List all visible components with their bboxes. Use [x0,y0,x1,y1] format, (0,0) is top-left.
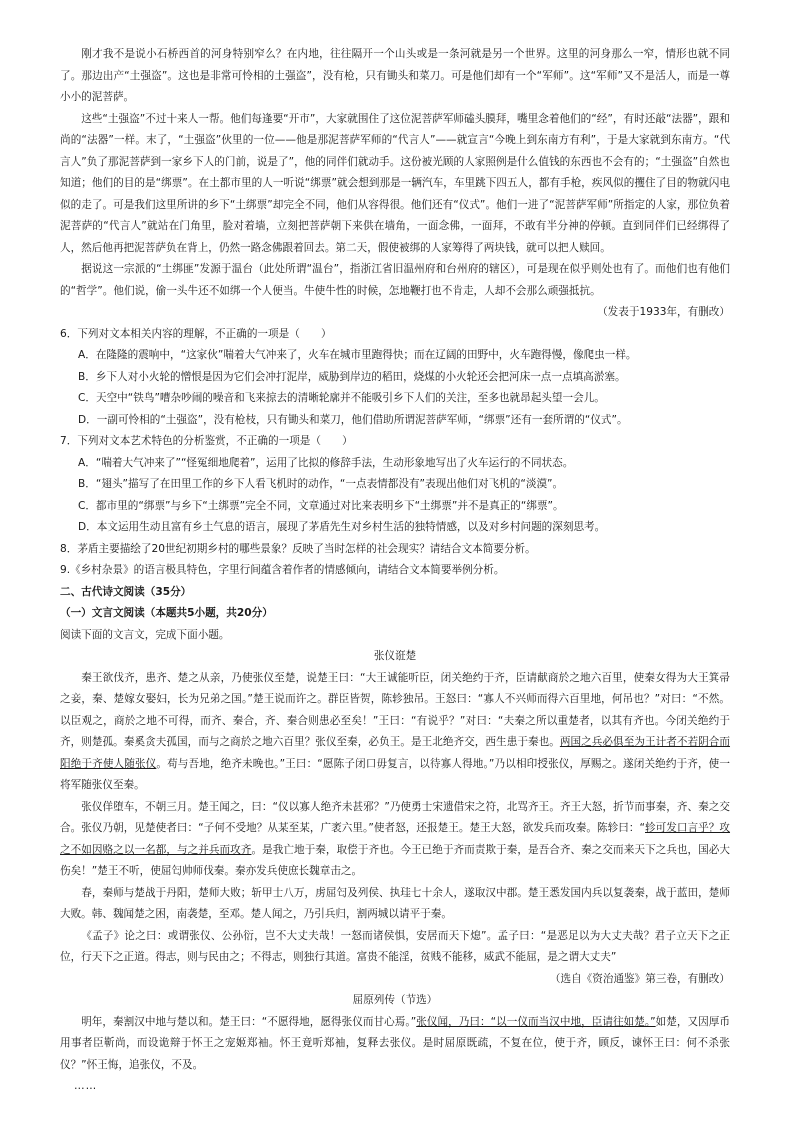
question-7-option-c: C．都市里的“绑票”与乡下“土绑票”完全不同，文章通过对比来表明乡下“土绑票”并不是真正的“绑票”。 [78,499,564,512]
classical-paragraph [60,1012,730,1077]
ellipsis: …… [74,1080,98,1092]
passage-source: （发表于1933年，有删改） [597,306,730,318]
classical-text-2-title: 屈原列传（节选） [352,994,438,1006]
question-8: 8．茅盾主要描绘了20世纪初期乡村的哪些景象？反映了当时怎样的社会现实？请结合文本简要分析。 [60,542,536,555]
section-header: 二、古代诗文阅读（35分） [60,585,192,598]
section-instruction: 阅读下面的文言文，完成下面小题。 [60,628,230,641]
passage-paragraph: 这些“土强盗”不过十来人一帮。他们每逢要“开市”，大家就围住了这位泥菩萨军师磕头膜拜，嘴里念着他们的“经”，有时还敲“法器”，跟和尚的“法器”一样。末了，“土强盗”伙里的一位——他是那泥菩萨军师的“代言人”——就宣言“今晚上到东南方有利”，于是大家就到东南方。“代言人”负了那泥菩萨到一家乡下人的门前，说是了”，他的同伴们就动手。这份被光顾的人家照例是什么值钱的东西也不会有的；“土强盗”自然也知道；他们的目的是“绑票”。在土都市里的人一听说“绑票”就会想到那是一辆汽车，车里跳下四五人，都有手枪，疾风似的攫住了目的物就闪电似的走了。可是我们这里所讲的乡下“土绑票”却完全不同，他们从容得很。他们还有“仪式”。他们一进了“泥菩萨军师”所指定的人家，那位负着泥菩萨的“代言人”就站在门角里，脸对着墙，立刻把菩萨朝下来供在墙角，一面念佛，一面拜，不敢有半分神的停顿。直到同伴们已经绑得了人，然后他再把泥菩萨负在背上，仍然一路念佛跟着回去。第二天，假使被绑的人家筹得了两块钱，就可以把人赎回。 [60,112,730,254]
classical-text: 如楚，又因厚币用事者臣靳尚，而设诡辩于怀王之宠姬郑袖。怀王竟听郑袖，复释去张仪。是时屈原既疏，不复在位，使于齐，顾反，谏怀王曰：何不杀张仪？”怀王悔，追张仪，不及。 [60,1015,730,1071]
classical-text: 明年，秦割汉中地与楚以和。楚王曰：“不愿得地，愿得张仪而甘心焉。” [81,1015,417,1028]
question-7-stem: 7．下列对文本艺术特色的分析鉴赏，不正确的一项是（ ） [60,435,353,447]
question-7-option-d: D．本文运用生动且富有乡土气息的语言，展现了茅盾先生对乡村生活的独特情感，以及对乡村问题的深刻思考。 [78,521,606,533]
classical-paragraph [60,668,730,797]
classical-text: 。是我亡地于秦，取偿于齐也。今王已绝于齐而责欺于秦，是吾合齐、秦之交而来天下之兵也，国必大伤矣！”楚王不听，使屈匄帅师伐秦。秦亦发兵使庶长魏章击之。 [60,843,731,877]
passage-paragraph: 据说这一宗派的“土绑匪”发源于温台（此处所谓“温台”，指浙江省旧温州府和台州府的辖区），可是现在似乎则处也有了。而他们也有他们的“哲学”。他们说，偷一头牛还不如绑一个人便当。牛使牛性的时候，怎地鞭打也不肯走，人却不会那么顽强抵抗。 [60,263,730,297]
classical-text: 张仪佯堕车，不朝三月。楚王闻之，曰：“仪以寡人绝齐未甚邪？”乃使勇士宋遗借宋之符，北骂齐王。齐王大怒，折节而事秦，齐、秦之交合。张仪乃朝，见楚使者曰：“子何不受地？从某至某，广袤六里。”使者怒，还报楚王。楚王大怒，欲发兵而攻秦。陈轸曰：“ [60,800,730,834]
question-6-option-c: C．天空中“铁鸟”嘈杂吵闹的噪音和飞来掠去的清晰轮廓并不能吸引乡下人们的关注，至多也就昂起头望一会儿。 [78,392,605,404]
classical-source: （选自《资治通鉴》第三卷，有删改） [549,972,730,985]
classical-paragraph: 《孟子》论之曰：或谓张仪、公孙衍，岂不大丈夫哉！一怒而诸侯惧，安居而天下熄”。孟子曰：“是恶足以为大丈夫哉？君子立天下之正位，行天下之正道。得志，则与民由之；不得志，则独行其道。富贵不能淫，贫贱不能移，威武不能屈，是之谓大丈夫” [60,929,730,963]
question-6-option-b: B．乡下人对小火轮的憎恨是因为它们会冲打泥岸，威胁到岸边的稻田，烧煤的小火轮还会把河床一点一点填高淤塞。 [78,370,626,383]
question-6-stem: 6．下列对文本相关内容的理解，不正确的一项是（ ） [60,327,332,340]
classical-text: 秦王欲伐齐，患齐、楚之从亲，乃使张仪至楚，说楚王曰：“大王诚能听臣，闭关绝约于齐，臣请献商於之地六百里，使秦女得为大王箕帚之妾，秦、楚嫁女娶妇，长为兄弟之国。”楚王说而许之。群臣皆贺，陈轸独吊。王怒曰：“寡人不兴师而得六百里地，何吊也？”对曰：“不然。以臣观之，商於之地不可得，而齐、秦合，齐、秦合则患必至矣！”王曰：“有说乎？”对曰：“夫秦之所以重楚者，以其有齐也。今闭关绝约于齐，则楚孤。秦奚贪夫孤国，而与之商於之地六百里？张仪至秦，必负王。是王北绝齐交，西生患于秦也。 [60,671,730,748]
underlined-sentence: 两国之兵必俱至为王计者不若阴合而阳绝于齐使人随张仪 [60,736,731,770]
question-6-option-d: D．一副可怜相的“土强盗”，没有枪枝，只有锄头和菜刀，他们借助所谓泥菩萨军师，“绑票”还有一套所谓的“仪式”。 [78,413,628,426]
sub-section-header: （一）文言文阅读（本题共5小题，共20分） [60,607,273,619]
question-9: 9.《乡村杂景》的语言极具特色，字里行间蕴含着作者的情感倾向，请结合文本简要举例分析。 [60,564,505,576]
underlined-sentence: 轸可发口言乎？攻之不如因赂之以一名都，与之并兵而攻齐 [60,822,731,856]
classical-text: 。苟与吾地，绝齐未晚也。”王曰：“愿陈子闭口毋复言，以待寡人得地。”乃以相印授张仪，厚赐之。遂闭关绝约于齐，使一将军随张仪至秦。 [60,757,730,791]
question-7-option-a: A．“喘着大气冲来了”“怪冤细地爬着”，运用了比拟的修辞手法，生动形象地写出了火车运行的不同状态。 [78,456,574,469]
question-7-option-b: B．“翅头”描写了在田里工作的乡下人看飞机时的动作，“一点表情都没有”表现出他们对飞机的“淡漠”。 [78,478,564,490]
classical-paragraph: 春，秦师与楚战于丹阳，楚师大败；斩甲士八万，虏屈匄及列侯、执珪七十余人，遂取汉中郡。楚王悉发国内兵以复袭秦，战于蓝田，楚师大败。韩、魏闻楚之困，南袭楚，至邓。楚人闻之，乃引兵归，割两城以请平于秦。 [60,886,730,920]
classical-text-title: 张仪诳楚 [373,650,417,662]
underlined-sentence: 张仪闻，乃曰：“以一仪而当汉中地，臣请往如楚。” [416,1015,656,1028]
classical-paragraph [60,797,730,883]
passage-paragraph: 刚才我不是说小石桥西首的河身特别窄么？在内地，往往隔开一个山头或是一条河就是另一个世界。这里的河身那么一窄，情形也就不同了。那边出产“土强盗”。这也是非常可怜相的土强盗”，没有枪，只有锄头和菜刀。可是他们却有一个“军师”。这“军师”又不是活人，而是一尊小小的泥菩萨。 [60,48,730,103]
question-6-option-a: A．在隆隆的震响中，“这家伙”喘着大气冲来了，火车在城市里跑得快；而在辽阔的田野中，火车跑得慢，像爬虫一样。 [78,349,637,361]
